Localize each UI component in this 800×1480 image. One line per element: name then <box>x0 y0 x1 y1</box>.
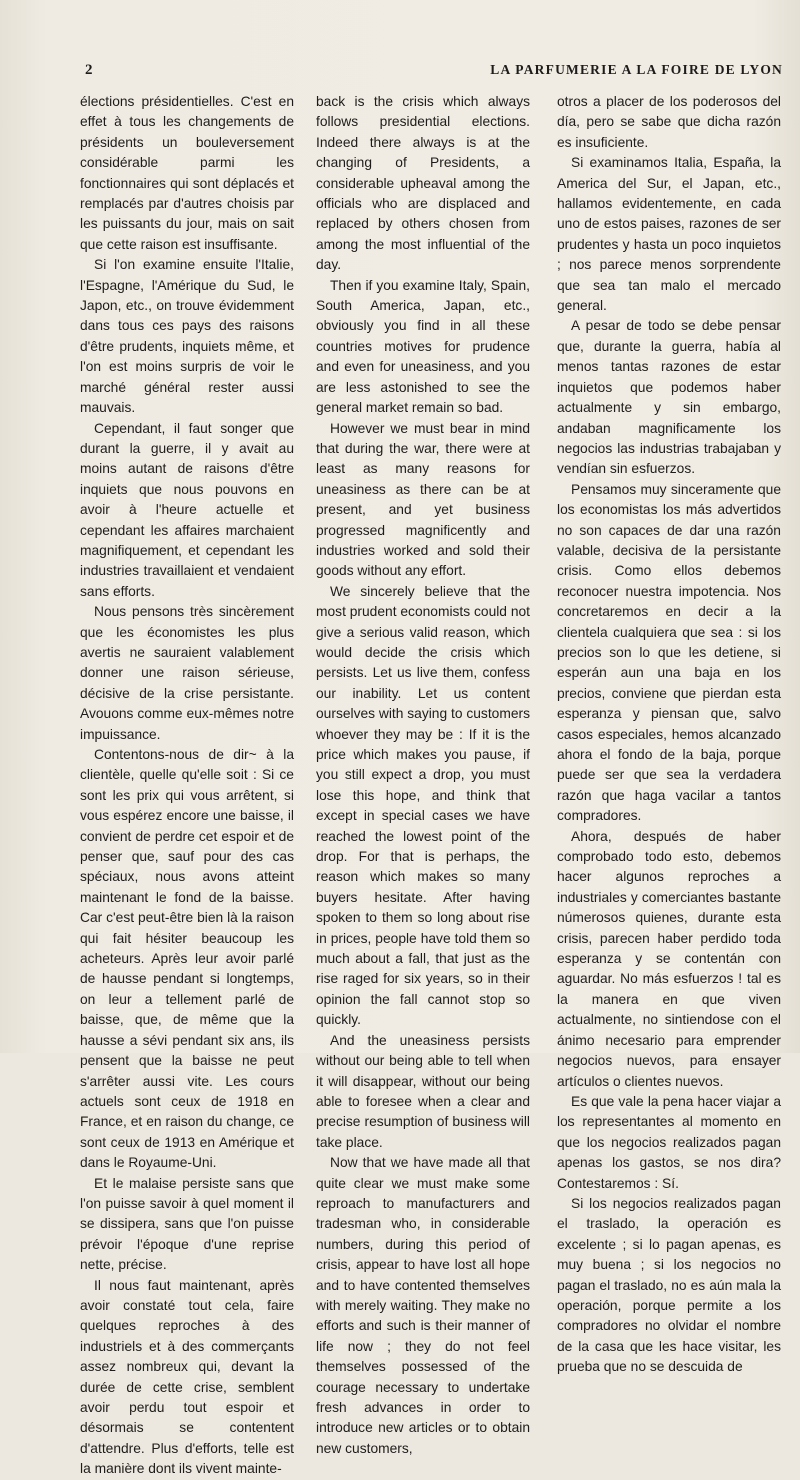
paragraph: Si los negocios realizados pagan el traslado, la operación es excelente ; si lo pagan apenas, es muy buena ; si los negocios no pagan el traslado, no es aún mala la operación, porque permite a los compradores no olvidar el nombre de la casa que les hace visitar, les prueba que no se descuida de <box>557 1195 781 1375</box>
paragraph: Et le malaise persiste sans que l'on puisse savoir à quel moment il se dissipera, sans que l'on puisse prévoir l'époque d'une reprise nette, précise. <box>80 1175 294 1273</box>
page-header <box>85 62 783 82</box>
paragraph: Si examinamos Italia, España, la America del Sur, el Japan, etc., hallamos evidentemente, en cada uno de estos paises, razones de ser prudentes y hasta un poco inquietos ; nos parece menos sorprendente que sea tan malo el mercado general. <box>557 155 781 314</box>
paragraph: Now that we have made all that quite clear we must make some reproach to manufacturers and tradesman who, in considerable numbers, during this period of crisis, appear to have lost all hope and to have contented themselves with merely waiting. They make no efforts and such is their manner of life now ; they do not feel themselves possessed of the courage necessary to undertake fresh advances in order to introduce new articles or to obtain new customers, <box>316 1155 530 1456</box>
english-column <box>316 92 530 1456</box>
paragraph: Ahora, después de haber comprobado todo esto, debemos hacer algunos reproches a industriales y comerciantes bastante númerosos quienes, durante esta crisis, parecen haber perdido toda esperanza y se contentán con aguardar. No más esfuerzos ! tal es la manera en que viven actualmente, no sintiendose con el ánimo necesario para emprender negocios nuevos, para ensayer artículos o clientes nuevos. <box>557 828 781 1089</box>
paragraph: Si l'on examine ensuite l'Italie, l'Espagne, l'Amérique du Sud, le Japon, etc., on trouve évidemment dans tous ces pays des raisons d'être prudents, inquiets même, et l'on est moins surpris de voir le marché général rester aussi mauvais. <box>80 257 294 416</box>
paragraph: élections présidentielles. C'est en effet à tous les changements de présidents un bouleversement considérable parmi les fonctionnaires qui sont déplacés et remplacés par d'autres choisis par les puissants du jour, mais on sait que cette raison est insuffisante. <box>80 94 294 252</box>
paragraph: And the uneasiness persists without our being able to tell when it will disappear, without our being able to foresee when a clear and precise resumption of business will take place. <box>316 1032 530 1150</box>
running-title: LA PARFUMERIE A LA FOIRE DE LYON <box>490 62 783 77</box>
paragraph: We sincerely believe that the most prudent economists could not give a serious valid reason, which would decide the crisis which persists. Let us live them, confess our inability. Let us content ourselves with saying to customers whoever they may be : If it is the price which makes you pause, if you still expect a drop, you must lose this hope, and think that except in special cases we have reached the lowest point of the drop. For that is perhaps, the reason which makes so many buyers hesitate. After having spoken to them so long about rise in prices, people have told them so much about a fall, that just as the rise raged for six years, so in their opinion the fall cannot stop so quickly. <box>316 583 530 1028</box>
spanish-column <box>557 92 781 1375</box>
french-column <box>80 92 294 1477</box>
paragraph: A pesar de todo se debe pensar que, durante la guerra, había al menos tantas razones de estar inquietos que podemos haber actualmente y sin embargo, andaban magnificamente los negocios las industrias trabajaban y vendían sin esfuerzos. <box>557 318 781 477</box>
paragraph: Cependant, il faut songer que durant la guerre, il y avait au moins autant de raisons d'être inquiets que nous pouvons en avoir à l'heure actuelle et cependant les affaires marchaient magnifiquement, et cependant les industries travaillaient et vendaient sans efforts. <box>80 420 294 599</box>
paragraph: otros a placer de los poderosos del día, pero se sabe que dicha razón es insuficiente. <box>557 94 781 150</box>
paragraph: Then if you examine Italy, Spain, South America, Japan, etc., obviously you find in all these countries motives for prudence and even for uneasiness, and you are less astonished to see the general market remain so bad. <box>316 277 530 416</box>
paragraph: However we must bear in mind that during the war, there were at least as many reasons for uneasiness as there can be at present, and yet business progressed magnificently and industries worked and sold their goods without any effort. <box>316 420 530 579</box>
paragraph: back is the crisis which always follows presidential elections. Indeed there always is at the changing of Presidents, a considerable upheaval among the officials who are displaced and replaced by others chosen from among the most influential of the day. <box>316 94 530 273</box>
paragraph: Pensamos muy sinceramente que los economistas los más advertidos no son capaces de dar una razón valable, decisiva de la persistante crisis. Como ellos debemos reconocer nuestra impotencia. Nos concretaremos en decir a la clientela cualquiera que sea : si los precios son lo que les detiene, si esperán aun una baja en los precios, conviene que pierdan esta esperanza y piensan que, salvo casos especiales, hemos alcanzado ahora el fondo de la baja, porque puede ser que sea la verdadera razón que haga vacilar a tantos compradores. <box>557 481 781 824</box>
paragraph: Nous pensons très sincèrement que les économistes les plus avertis ne sauraient valablement donner une raison sérieuse, décisive de la crise persistante. Avouons comme eux-mêmes notre impuissance. <box>80 604 294 742</box>
paragraph: Il nous faut maintenant, après avoir constaté tout cela, faire quelques reproches à des industriels et à des commerçants assez nombreux qui, devant la durée de cette crise, semblent avoir perdu tout espoir et désormais se contentent d'attendre. Plus d'efforts, telle est la manière dont ils vivent mainte- <box>80 1277 294 1477</box>
page-number: 2 <box>85 62 93 78</box>
paragraph: Contentons-nous de dir~ à la clientèle, quelle qu'elle soit : Si ce sont les prix qui vous arrêtent, si vous espérez encore une baisse, il convient de perdre cet espoir et de penser que, sauf pour des cas spéciaux, nous avons atteint maintenant le fond de la baisse. Car c'est peut-être bien là la raison qui fait hésiter beaucoup les acheteurs. Après leur avoir parlé de hausse pendant si longtemps, on leur a tellement parlé de baisse, que, de même que la hausse a sévi pendant six ans, ils pensent que la baisse ne peut s'arrêter aussi vite. Les cours actuels sont ceux de 1918 en France, et en raison du change, ce sont ceux de 1913 en Amérique et dans le Royaume-Uni. <box>80 747 294 1171</box>
paragraph: Es que vale la pena hacer viajar a los representantes al momento en que los negocios realizados pagan apenas los gastos, se nos dira? Contestaremos : Sí. <box>557 1093 781 1191</box>
